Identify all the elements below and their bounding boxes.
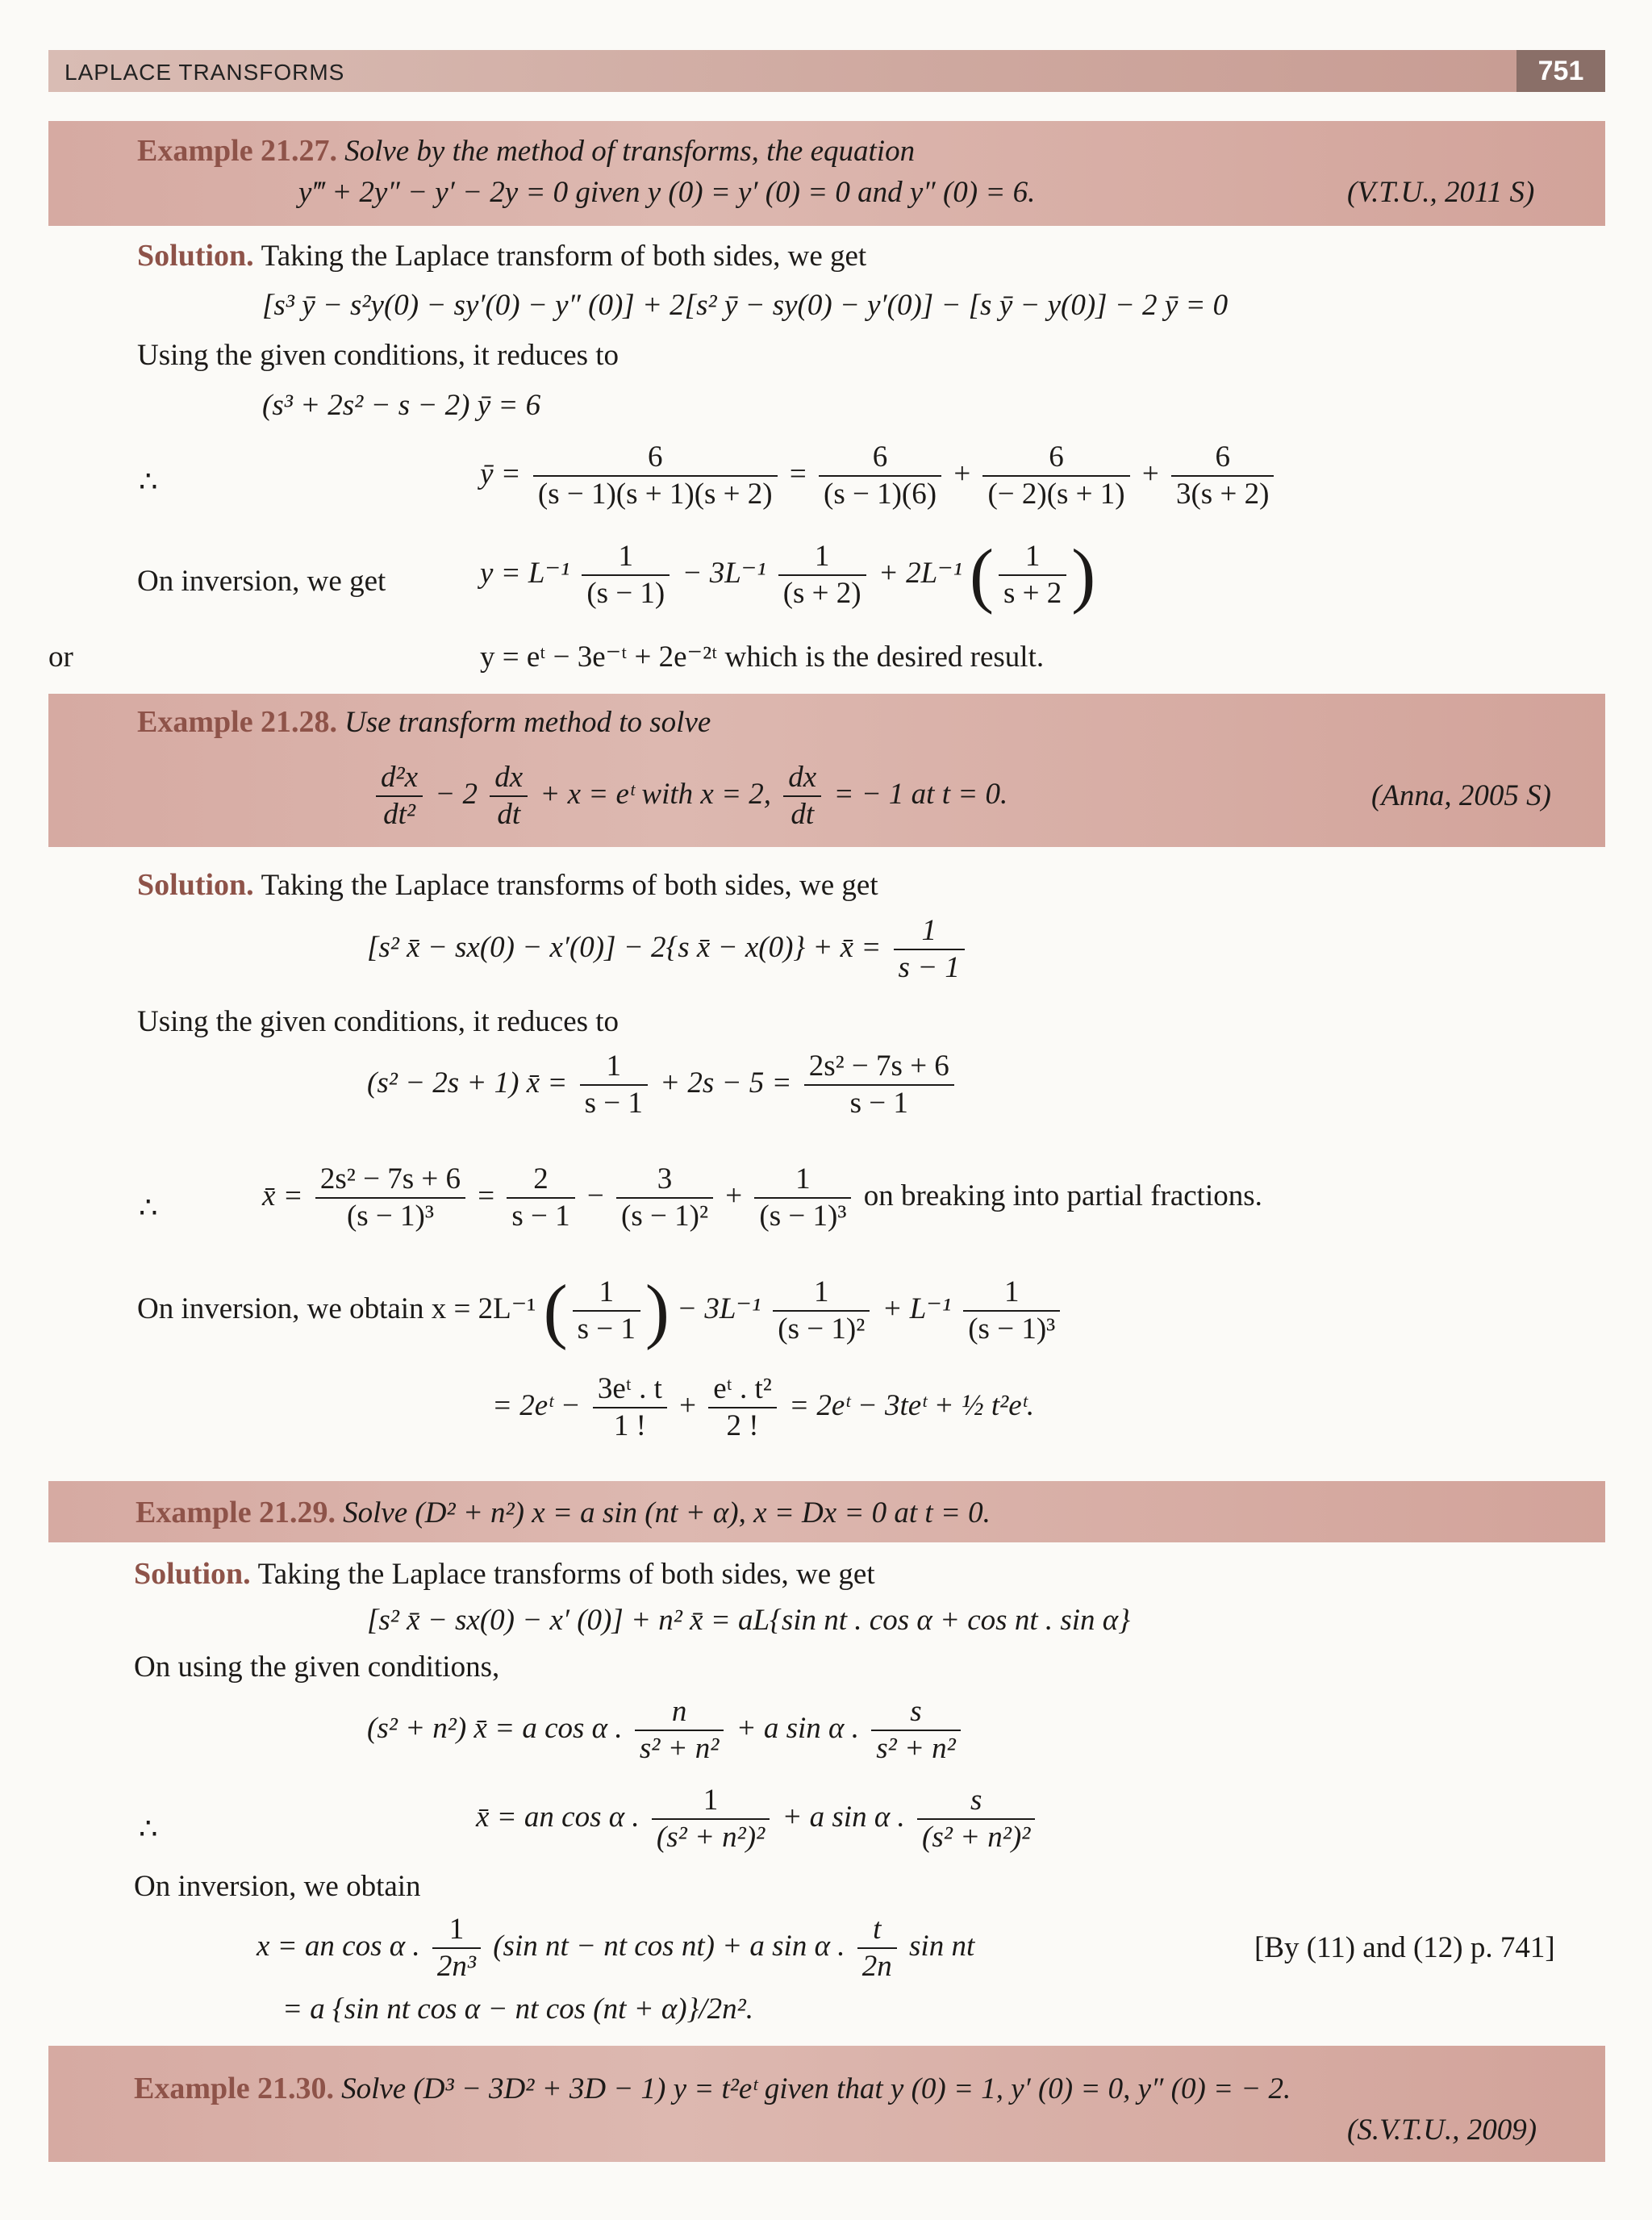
example-statement: Solve (D² + n²) x = a sin (nt + α), x = Dx = 0 at t = 0. [343, 1496, 991, 1529]
example-source: (Anna, 2005 S) [1371, 779, 1551, 812]
xbar-equation: x̄ = an cos α . $\frac{1}{\text{(s² + n²)²}}$ + a sin α . $\frac{s}{\text{(s² + n²)²}}$ [476, 1783, 1040, 1856]
transform-equation: [s³ ȳ − s²y(0) − sy′(0) − y″ (0)] + 2[s² ȳ − sy(0) − y′(0)] − [s ȳ − y(0)] − 2 ȳ = 0 [262, 289, 1229, 322]
solution-text: Taking the Laplace transform of both sides, we get [261, 240, 867, 273]
inversion-equation: On inversion, we obtain x = 2L⁻¹ ( $\frac{1}{s - 1}$ ) − 3L⁻¹ $\frac{1}{\text{(s − 1)²}}$ + L⁻¹ $\frac{1}{\text{(s − 1)³}}$ [137, 1275, 1065, 1348]
example-label: Example 21.29. [136, 1496, 336, 1529]
final-result: = a {sin nt cos α − nt cos (nt + α)}/2n². [282, 1993, 754, 2026]
ybar-partial-fractions [480, 440, 1279, 513]
fraction: $\frac{6}{(- 2)(s + 1)}$ [982, 440, 1129, 513]
inv-mid2: + 2L⁻¹ [878, 556, 962, 590]
running-header-title: LAPLACE TRANSFORMS [65, 60, 345, 85]
inversion-equation: y = L⁻¹ $\frac{1}{(s - 1)}$ − 3L⁻¹ $\frac{1}{(s + 2)}$ + 2L⁻¹ ( $\frac{1}{s + 2}$ ) [480, 535, 1096, 616]
reduces-text: Using the given conditions, it reduces to [137, 339, 620, 372]
example-statement: Use transform method to solve [344, 706, 711, 739]
example-equation: $\frac{\text{d²x}}{\text{dt²}}$ − 2 $\frac{dx}{dt}$ + x = eᵗ with x = 2, $\frac{dx}{dt}$ = − 1 at t = 0. [371, 760, 1007, 833]
solution-intro [137, 237, 866, 276]
example-21-28-box [48, 694, 1605, 847]
fraction: $\frac{1}{s + 2}$ [999, 539, 1066, 612]
transform-equation: [s² x̄ − sx(0) − x′ (0)] + n² x̄ = aL{sin nt . cos α + cos nt . sin α} [367, 1604, 1131, 1637]
inv-lead: y = L⁻¹ [480, 556, 570, 590]
therefore-symbol: ∴ [139, 465, 158, 499]
example-source: (S.V.T.U., 2009) [1347, 2114, 1537, 2147]
solution-text: Taking the Laplace transforms of both sides, we get [257, 1558, 875, 1591]
page-number: 751 [1516, 50, 1605, 92]
example-source: (V.T.U., 2011 S) [1347, 176, 1535, 209]
ybar-lhs: ȳ = [480, 457, 521, 490]
fraction: $\frac{1}{(s + 2)}$ [778, 539, 866, 612]
solution-text: Taking the Laplace transforms of both sides, we get [261, 869, 878, 902]
inversion-equation: x = an cos α . $\frac{1}{\text{2n³}}$ (sin nt − nt cos nt) + a sin α . $\frac{t}{2n}$ sin nt [257, 1913, 975, 1984]
inv-mid: − 3L⁻¹ [682, 556, 766, 590]
reduced-equation: (s³ + 2s² − s − 2) ȳ = 6 [262, 389, 541, 422]
running-header [48, 50, 1605, 92]
solution-label: Solution. [134, 1557, 251, 1591]
partial-fraction-equation: x̄ = $\frac{\text{2s² − 7s + 6}}{\text{(s − 1)³}}$ = $\frac{2}{s - 1}$ − $\frac{3}{\text{(s − 1)²}}$ + $\frac{1}{\text{(s − 1)³}}$ on breaking into partial fractions. [262, 1162, 1262, 1233]
fraction: $\frac{6}{(s - 1)(s + 1)(s + 2)}$ [533, 440, 778, 513]
plus: + [953, 457, 971, 490]
example-statement: Solve (D³ − 3D² + 3D − 1) y = t²eᵗ given that y (0) = 1, y′ (0) = 0, y″ (0) = − 2. [341, 2072, 1291, 2105]
therefore-symbol: ∴ [139, 1191, 158, 1225]
fraction: $\frac{1}{(s - 1)}$ [582, 539, 670, 612]
solution-label: Solution. [137, 239, 254, 273]
inversion-label: On inversion, we get [137, 565, 386, 598]
example-label: Example 21.28. [137, 705, 338, 739]
example-21-29-box [48, 1481, 1605, 1542]
conditions-equation: (s² + n²) x̄ = a cos α . $\frac{n}{\text{s² + n²}}$ + a sin α . $\frac{s}{\text{s² + n²}}$ [367, 1694, 966, 1767]
equals: = [789, 457, 807, 490]
reduced-equation: (s² − 2s + 1) x̄ = $\frac{1}{s - 1}$ + 2s − 5 = $\frac{\text{2s² − 7s + 6}}{s - 1}$ [367, 1049, 959, 1122]
example-label: Example 21.30. [134, 2072, 335, 2105]
example-21-27-box [48, 121, 1605, 226]
example-label: Example 21.27. [137, 134, 338, 168]
inversion-label: On inversion, we obtain [134, 1870, 421, 1903]
transform-equation: [s² x̄ − sx(0) − x′(0)] − 2{s x̄ − x(0)} + x̄ = $\frac{1}{s - 1}$ [367, 913, 970, 987]
final-result: y = eᵗ − 3e⁻ᵗ + 2e⁻²ᵗ which is the desired result. [480, 641, 1045, 674]
therefore-symbol: ∴ [139, 1813, 158, 1846]
conditions-text: On using the given conditions, [134, 1650, 500, 1684]
example-statement: Solve by the method of transforms, the equation [344, 135, 916, 168]
example-equation: y‴ + 2y″ − y′ − 2y = 0 given y (0) = y′ (0) = 0 and y″ (0) = 6. [298, 176, 1036, 209]
inversion-result: = 2eᵗ − $\frac{\text{3eᵗ . t}}{1 !}$ + $\frac{\text{eᵗ . t²}}{2 !}$ = 2eᵗ − 3teᵗ + ½ t²eᵗ. [492, 1372, 1035, 1443]
plus: + [1141, 457, 1159, 490]
fraction: $\frac{6}{3(s + 2)}$ [1171, 440, 1274, 513]
reduces-text: Using the given conditions, it reduces to [137, 1005, 620, 1038]
reference-note: [By (11) and (12) p. 741] [1254, 1931, 1555, 1964]
solution-intro [137, 866, 878, 905]
solution-label: Solution. [137, 868, 254, 902]
fraction: $\frac{6}{(s - 1)(6)}$ [819, 440, 941, 513]
solution-intro [134, 1555, 875, 1594]
example-21-30-box [48, 2046, 1605, 2162]
or-label: or [48, 641, 73, 674]
